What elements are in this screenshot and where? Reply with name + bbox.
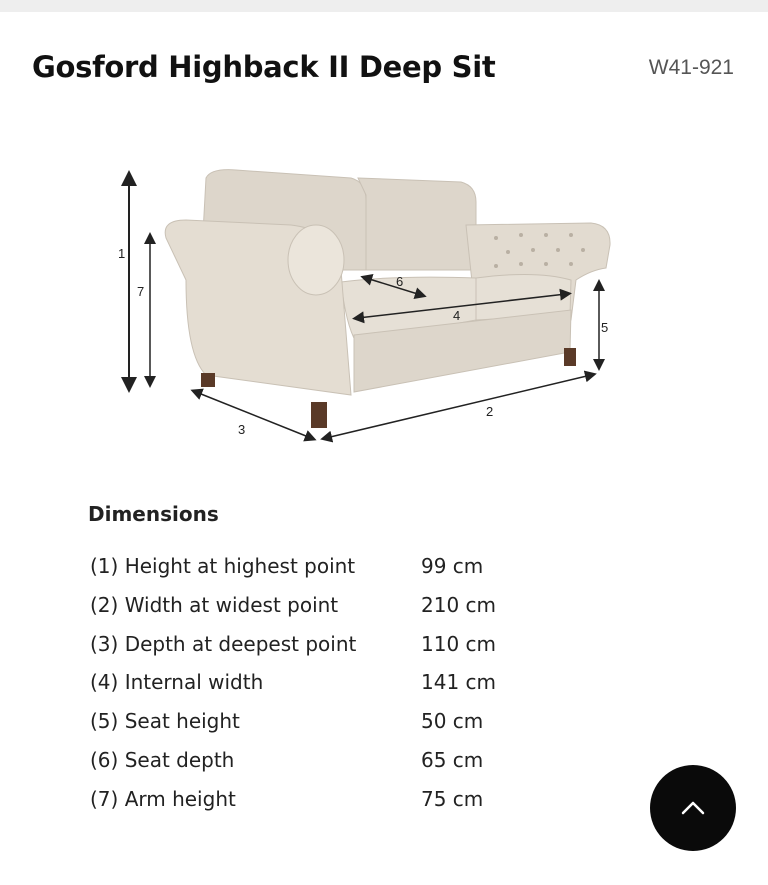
dimension-row: [88, 628, 528, 667]
dimension-label: (2) Width at widest point: [90, 592, 339, 617]
dimension-value: 141 cm: [421, 670, 497, 695]
dimension-value: 50 cm: [421, 709, 484, 734]
label-internal-width: 4: [453, 308, 461, 323]
dimension-row: [88, 666, 528, 705]
dimension-label: (7) Arm height: [90, 786, 236, 811]
dimension-value: 99 cm: [421, 554, 484, 578]
dimension-label: (5) Seat height: [90, 709, 240, 734]
dimension-label: (6) Seat depth: [90, 747, 235, 772]
dimension-label: (1) Height at highest point: [90, 554, 356, 578]
label-seat-depth: 6: [396, 274, 404, 289]
label-width-widest: 2: [486, 404, 494, 419]
dimension-row: [88, 550, 528, 589]
dimension-row: [88, 589, 528, 628]
chevron-up-icon: [678, 793, 708, 823]
top-bar: [0, 0, 768, 12]
sofa-diagram-icon: [36, 120, 736, 480]
dimension-value: 65 cm: [421, 747, 484, 772]
dimension-label: (3) Depth at deepest point: [90, 631, 357, 656]
dimension-value: 75 cm: [421, 786, 484, 811]
product-sku: W41-921: [648, 56, 734, 79]
label-arm-height: 7: [137, 284, 145, 299]
sofa-diagram: [36, 120, 736, 480]
dimensions-heading: Dimensions: [88, 502, 219, 526]
dimension-value: 210 cm: [421, 592, 497, 617]
dimension-row: [88, 705, 528, 744]
dimension-row: [88, 744, 528, 783]
label-depth-deepest: 3: [238, 422, 246, 437]
dimension-label: (4) Internal width: [90, 670, 264, 695]
scroll-to-top-button[interactable]: [650, 765, 736, 851]
product-title: Gosford Highback II Deep Sit: [32, 50, 496, 84]
dimensions-list: [88, 550, 528, 822]
label-seat-height: 5: [601, 320, 609, 335]
label-height-highest: 1: [118, 246, 126, 261]
dimension-value: 110 cm: [421, 631, 497, 656]
dimension-row: [88, 783, 528, 822]
